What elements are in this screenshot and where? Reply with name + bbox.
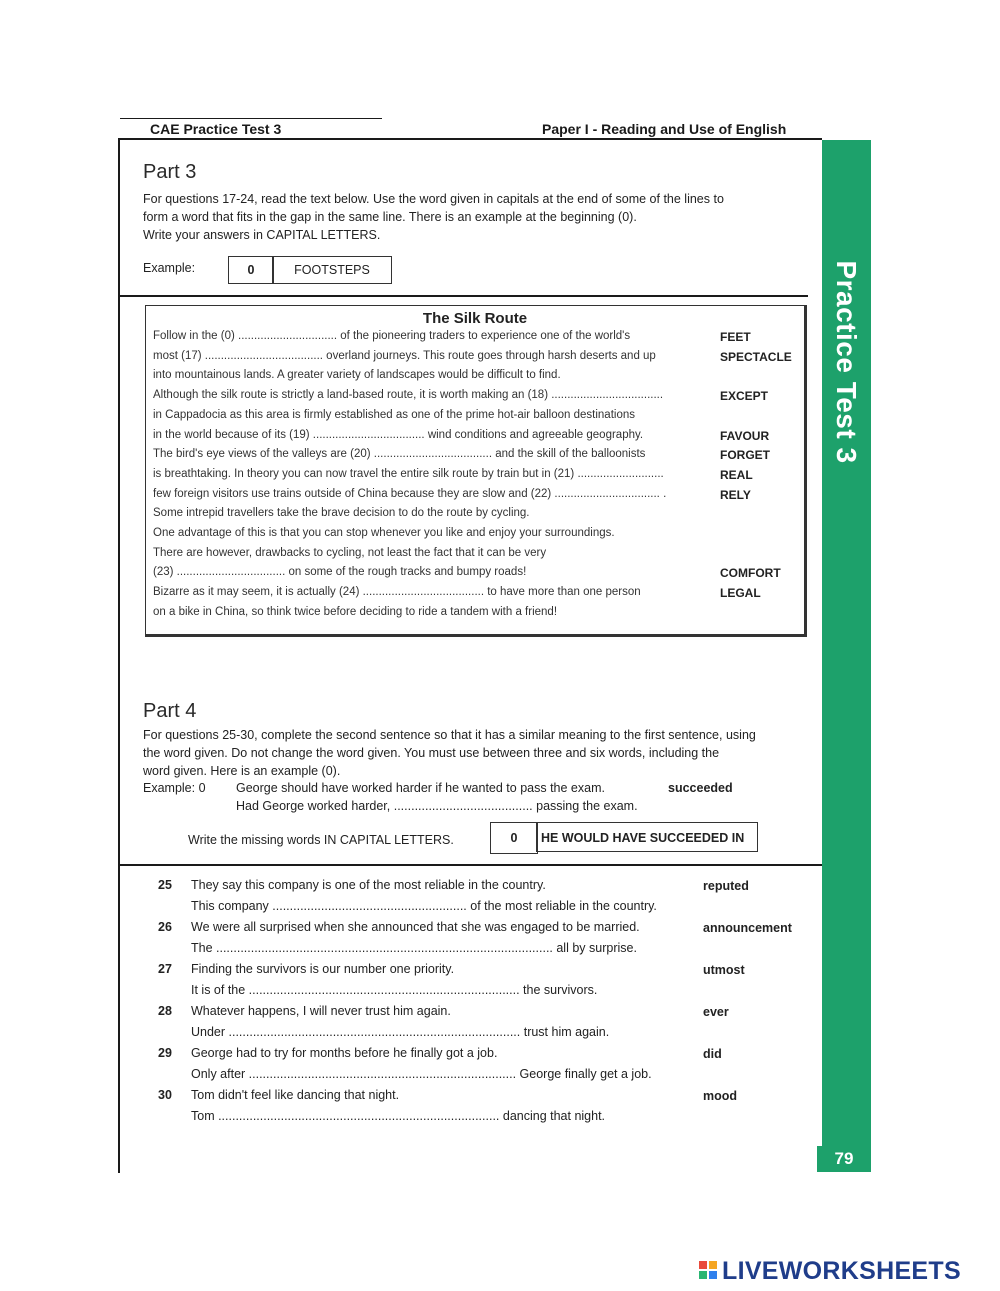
story-line: Bizarre as it may seem, it is actually (24) ...................................... to have more than one person [153,586,641,599]
part4-example-transform: Had George worked harder, ........................................ passing the exam. [236,799,638,813]
question-sentence: Whatever happens, I will never trust him again. [191,1004,451,1018]
question-number: 29 [158,1046,172,1060]
story-line: into mountainous lands. A greater variety of landscapes would be difficult to find. [153,369,561,382]
question-number: 28 [158,1004,172,1018]
left-margin-rule [118,138,120,1173]
story-line: There are however, drawbacks to cycling, not least the fact that it can be very [153,546,547,559]
question-transform: Under .................................................................................... trust him again. [191,1025,610,1039]
question-sentence: Finding the survivors is our number one priority. [191,962,455,976]
part4-instr-3: word given. Here is an example (0). [143,764,341,778]
liveworksheets-logo: LIVEWORKSHEETS [722,1257,961,1285]
question-number: 26 [158,920,172,934]
question-transform: Only after ............................................................................. George finally get a job. [191,1067,652,1081]
story-line: in the world because of its (19) ................................... wind conditions and agreeable geography. [153,428,644,441]
question-sentence: George had to try for months before he finally got a job. [191,1046,498,1060]
part3-example-number: 0 [228,256,274,284]
question-keyword: reputed [703,879,749,893]
question-transform: This company ........................................................ of the most reliable in the country. [191,899,657,913]
part4-example-label: Example: 0 [143,781,206,795]
story-line: most (17) ..................................... overland journeys. This route goes through harsh deserts and up [153,349,656,362]
silk-route-text-box [145,305,807,637]
part3-instr-3: Write your answers in CAPITAL LETTERS. [143,228,381,242]
story-title: The Silk Route [422,310,528,327]
header-paper-title: Paper I - Reading and Use of English [542,121,787,137]
part4-write-label: Write the missing words IN CAPITAL LETTERS. [188,833,454,847]
part4-instr-2: the word given. Do not change the word given. You must use between three and six words, including the [143,746,720,760]
question-keyword: utmost [703,963,745,977]
question-number: 25 [158,878,172,892]
question-sentence: Tom didn't feel like dancing that night. [191,1088,400,1102]
question-keyword: did [703,1047,722,1061]
question-sentence: They say this company is one of the most reliable in the country. [191,878,546,892]
part3-example-answer: FOOTSTEPS [272,256,392,284]
story-line: One advantage of this is that you can stop whenever you like and enjoy your surroundings. [153,527,615,539]
story-line: is breathtaking. In theory you can now travel the entire silk route by train but in (21) ........................... [153,467,664,480]
keyword: COMFORT [720,566,781,581]
part4-instr-1: For questions 25-30, complete the second sentence so that it has a similar meaning to the first sentence, using [143,728,756,742]
part4-example-sentence: George should have worked harder if he wanted to pass the exam. [236,781,605,795]
part4-example-word: succeeded [668,781,733,795]
question-transform: Tom ................................................................................. dancing that night. [191,1109,606,1123]
keyword: SPECTACLE [720,349,792,364]
part3-instr-1: For questions 17-24, read the text below. Use the word given in capitals at the end of some of the lines to [143,192,724,206]
story-line: Follow in the (0) ............................... of the pioneering traders to experience one of the world's [153,330,631,342]
question-transform: It is of the .............................................................................. the survivors. [191,983,598,997]
part3-example-label: Example: [143,261,196,275]
liveworksheets-logo-icon [698,1260,718,1280]
part4-answer-text: HE WOULD HAVE SUCCEEDED IN [536,822,758,852]
question-keyword: ever [703,1005,729,1019]
part4-rule [120,864,822,866]
keyword: EXCEPT [720,389,769,404]
keyword: REAL [720,467,753,482]
keyword: FAVOUR [720,428,770,443]
story-line: on a bike in China, so think twice before deciding to ride a tandem with a friend! [153,605,558,618]
header-rule [120,138,822,140]
part3-rule [120,295,808,297]
keyword: FORGET [720,448,770,463]
question-keyword: mood [703,1089,738,1103]
question-transform: The ................................................................................................. all by surprise. [191,941,637,955]
part4-title: Part 4 [143,700,197,722]
keyword: LEGAL [720,586,761,601]
question-sentence: We were all surprised when she announced that she was engaged to be married. [191,920,640,934]
story-line: The bird's eye views of the valleys are (20) ..................................... and the skill of the balloonists [153,448,646,461]
part4-answer-number: 0 [490,822,538,854]
story-line: in Cappadocia as this area is firmly established as one of the prime hot-air balloon destinations [153,408,635,421]
story-line: (23) .................................. on some of the rough tracks and bumpy roads! [153,566,527,579]
part3-title: Part 3 [143,161,197,183]
question-number: 27 [158,962,172,976]
page-number: 79 [817,1146,871,1172]
header-test-title: CAE Practice Test 3 [150,121,282,137]
question-keyword: announcement [703,921,792,935]
story-line: few foreign visitors use trains outside of China because they are slow and (22) ................................. . [153,487,667,500]
story-line: Although the silk route is strictly a land-based route, it is worth making an (18) ................................... [153,389,664,402]
header-top-rule [120,118,382,119]
part3-instr-2: form a word that fits in the gap in the same line. There is an example at the beginning (0). [143,210,637,224]
story-line: Some intrepid travellers take the brave decision to do the route by cycling. [153,507,530,520]
question-number: 30 [158,1088,172,1102]
keyword: FEET [720,330,751,344]
keyword: RELY [720,487,751,502]
side-tab-title: Practice Test 3 [831,260,862,464]
